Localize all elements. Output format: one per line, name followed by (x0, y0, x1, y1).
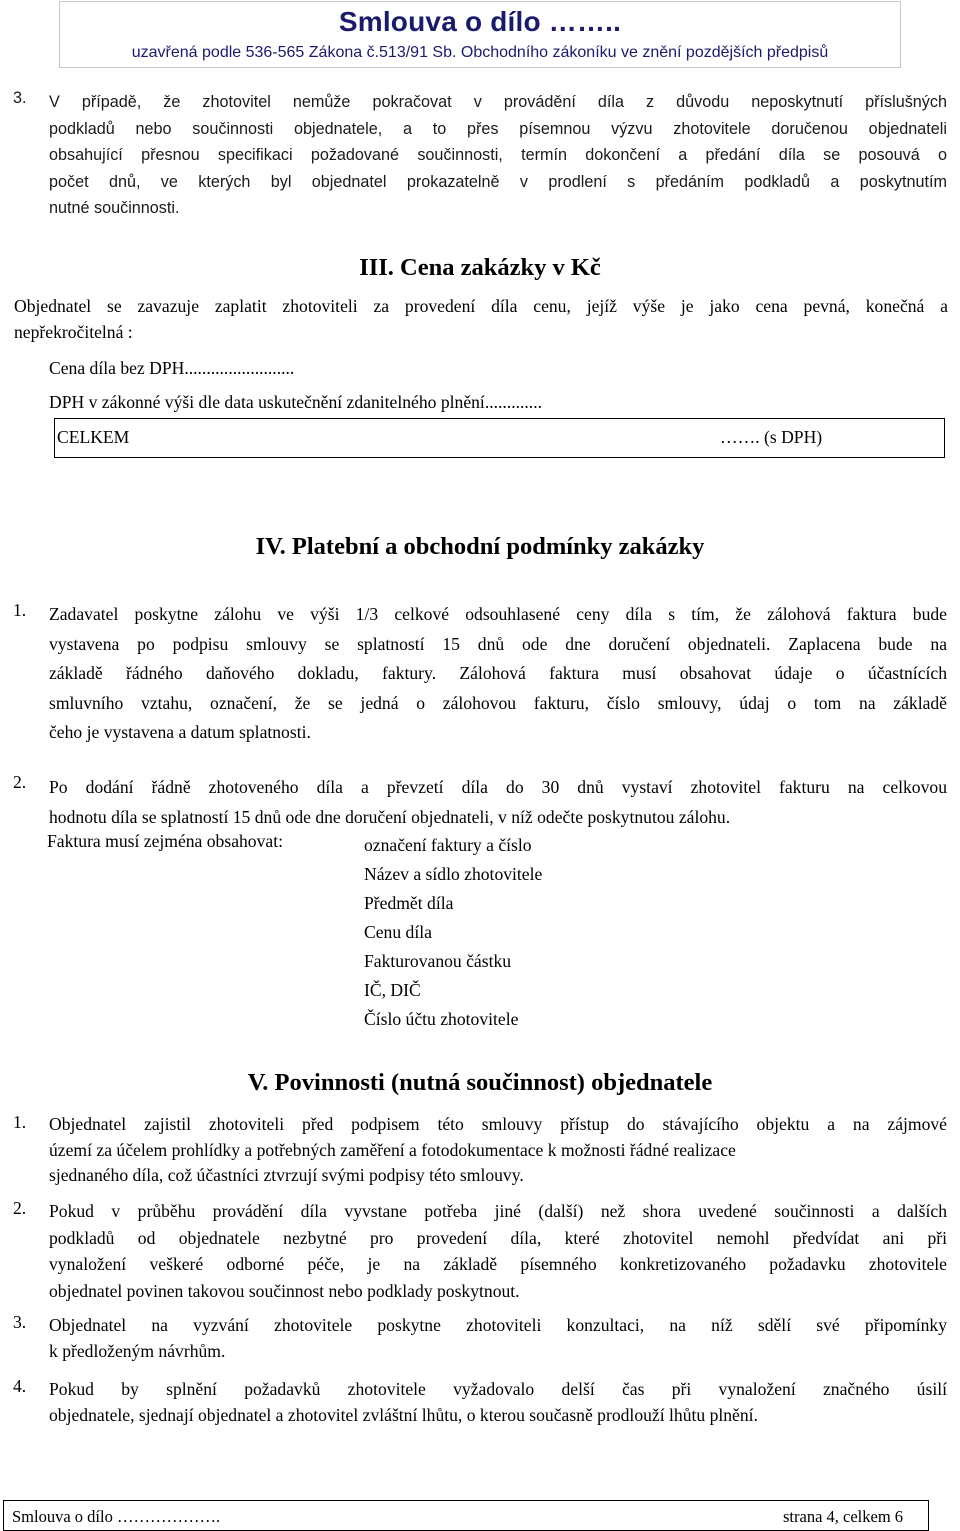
item-number: 4. (13, 1376, 27, 1396)
item-number: 3. (13, 89, 27, 107)
text-line: smluvního vztahu, označení, že se jedná o zálohovou fakturu, číslo smlouvy, údaj o tom na základě (49, 692, 947, 713)
section-4-heading: IV. Platební a obchodní podmínky zakázky (255, 533, 705, 560)
text-line: Objednatel se zavazuje zaplatit zhotoviteli za provedení díla cenu, jejíž výše je jako cena pevná, konečná a (14, 296, 948, 316)
text-line: k předloženým návrhům. (49, 1341, 226, 1361)
text-line: podkladů od objednatele nezbytné pro provedení díla, které zhotovitel nemohl předvídat ani při (49, 1227, 947, 1248)
price-without-vat: Cena díla bez DPH......................... (49, 358, 295, 378)
text-line: nepřekročitelná : (14, 322, 133, 342)
item-number: 2. (13, 772, 27, 792)
list-item: Cenu díla (364, 922, 432, 942)
text-line: hodnotu díla se splatností 15 dnů ode dne doručení objednateli, v níž odečte poskytnutou zálohu. (49, 807, 731, 827)
text-line: Objednatel zajistil zhotoviteli před podpisem této smlouvy přístup do stávajícího objektu a na zájmové (49, 1114, 947, 1134)
footer-document-name: Smlouva o dílo ………………. (12, 1507, 221, 1526)
text-line: V případě, že zhotovitel nemůže pokračovat v provádění díla z důvodu neposkytnutí příslušných (49, 93, 947, 111)
text-line: Objednatel na vyzvání zhotovitele poskytne zhotoviteli konzultaci, na níž sdělí své připomínky (49, 1315, 947, 1335)
text-line: obsahující přesnou specifikaci požadované součinnosti, termín dokončení a předání díla se posouvá o (49, 146, 947, 165)
list-item: Předmět díla (364, 893, 454, 913)
section-3-intro (14, 293, 948, 345)
text-line: území za účelem prohlídky a potřebných zaměření a fotodokumentace k možnosti řádné realizace (49, 1139, 736, 1160)
list-item: Číslo účtu zhotovitele (364, 1009, 519, 1029)
text-line: Po dodání řádně zhotoveného díla a převzetí díla do 30 dnů vystaví zhotovitel fakturu na celkovou (49, 777, 947, 797)
document-header (59, 1, 901, 68)
text-line: vynaložení veškeré odborné péče, je na základě písemného konkretizovaného požadavku zhotovitele (49, 1254, 947, 1274)
total-box (54, 418, 945, 458)
footer-page-number: strana 4, celkem 6 (783, 1507, 904, 1526)
vat-line: DPH v zákonné výši dle data uskutečnění zdanitelného plnění............. (49, 392, 542, 412)
item-number: 3. (13, 1312, 27, 1332)
list-item: označení faktury a číslo (364, 835, 532, 855)
text-line: Pokud v průběhu provádění díla vyvstane potřeba jiné (další) než shora uvedené součinnosti a dalších (49, 1201, 947, 1221)
total-label: CELKEM (57, 427, 130, 447)
text-line: vystavena po podpisu smlouvy se splatností 15 dnů ode dne doručení objednateli. Zaplacena bude na (49, 633, 947, 654)
text-line: objednatele, sjednají objednatel a zhotovitel zvláštní lhůtu, o kterou současně prodlouží lhůtu plnění. (49, 1405, 758, 1425)
text-line: objednatel povinen takovou součinnost nebo podklady poskytnout. (49, 1280, 520, 1301)
total-value: ……. (s DPH) (720, 427, 823, 447)
item-3-text (49, 89, 947, 222)
text-line: základě řádného daňového dokladu, faktury. Zálohová faktura musí obsahovat údaje o účastnících (49, 663, 947, 683)
item-text (49, 600, 947, 748)
list-item: Název a sídlo zhotovitele (364, 864, 543, 884)
section-3-heading: III. Cena zakázky v Kč (359, 254, 601, 281)
item-text (49, 1198, 947, 1304)
text-line: sjednaného díla, což účastníci ztvrzují svými podpisy této smlouvy. (49, 1165, 524, 1185)
text-line: podkladů nebo součinnosti objednatele, a to přes písemnou výzvu zhotovitele doručenou objednateli (49, 119, 947, 138)
text-line: čeho je vystavena a datum splatnosti. (49, 722, 311, 742)
section-5-heading: V. Povinnosti (nutná součinnost) objednatele (247, 1069, 713, 1096)
invoice-items-list (364, 831, 542, 1034)
item-number: 1. (13, 1112, 27, 1132)
list-item: Fakturovanou částku (364, 951, 512, 971)
text-line: Zadavatel poskytne zálohu ve výši 1/3 celkové odsouhlasené ceny díla s tím, že zálohová faktura bude (49, 604, 947, 624)
text-line: nutné součinnosti. (49, 199, 180, 218)
list-item: IČ, DIČ (364, 980, 421, 1000)
item-text (49, 1312, 947, 1364)
item-text (49, 1112, 947, 1189)
item-text (49, 772, 947, 832)
invoice-label: Faktura musí zejména obsahovat: (47, 831, 283, 851)
item-number: 2. (13, 1198, 27, 1218)
item-number: 1. (13, 600, 27, 620)
document-subtitle: uzavřená podle 536-565 Zákona č.513/91 Sb. Obchodního zákoníku ve znění pozdějších předpisů (131, 44, 829, 61)
text-line: počet dnů, ve kterých byl objednatel prokazatelně v prodlení s předáním podkladů a poskytnutím (49, 172, 947, 191)
document-title: Smlouva o dílo …….. (338, 6, 622, 37)
text-line: Pokud by splnění požadavků zhotovitele vyžadovalo delší čas při vynaložení značného úsilí (49, 1379, 947, 1399)
item-text (49, 1376, 947, 1428)
page-footer (3, 1500, 929, 1531)
